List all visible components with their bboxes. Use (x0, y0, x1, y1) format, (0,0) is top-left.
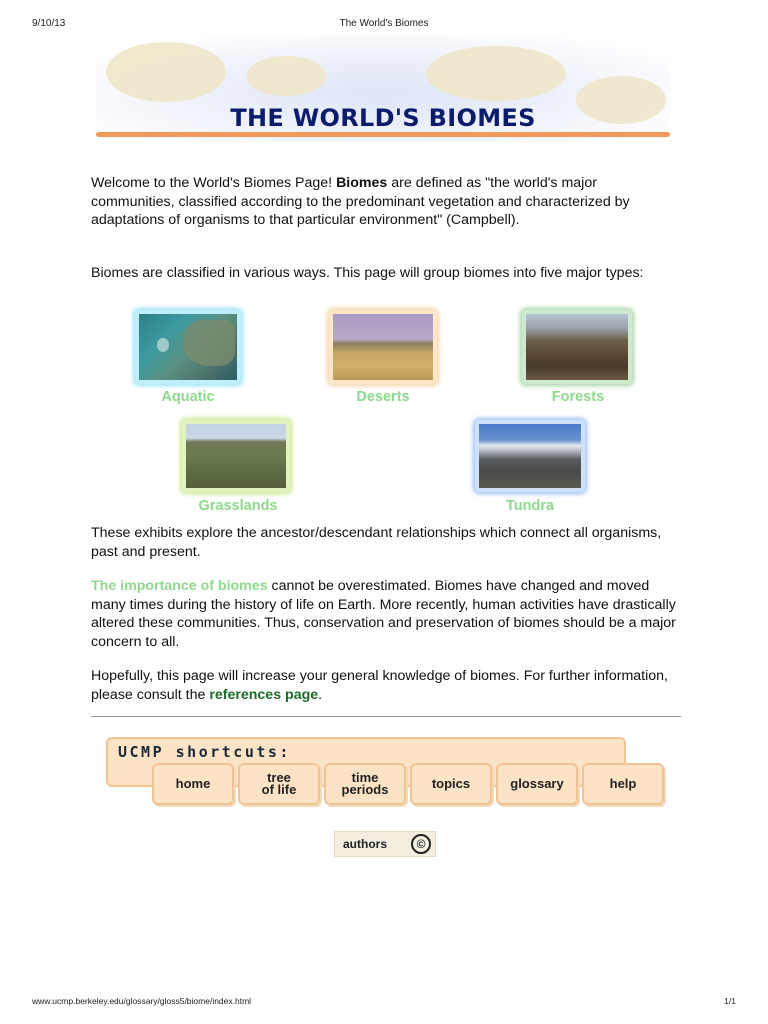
print-title: The World's Biomes (339, 18, 429, 29)
shortcuts-title: UCMP shortcuts: (118, 743, 291, 761)
page-number: 1/1 (724, 996, 736, 1006)
aquatic-thumbnail[interactable] (135, 310, 241, 384)
globe-landmass (426, 46, 566, 101)
page-url: www.ucmp.berkeley.edu/glossary/gloss5/biome/index.html (32, 996, 252, 1006)
classification-paragraph (91, 264, 681, 283)
exhibits-paragraph (91, 524, 681, 561)
biome-link-forests[interactable]: Forests (551, 389, 605, 405)
importance-of-biomes-link[interactable]: The importance of biomes (91, 578, 268, 594)
tree-of-life-button[interactable]: tree of life (238, 763, 320, 805)
help-button[interactable]: help (582, 763, 664, 805)
references-period: . (318, 686, 323, 703)
tundra-thumbnail[interactable] (475, 420, 585, 492)
biome-link-deserts[interactable]: Deserts (356, 389, 410, 405)
globe-landmass (246, 56, 326, 96)
importance-paragraph (91, 577, 681, 651)
print-date: 9/10/13 (32, 18, 66, 29)
topics-button[interactable]: topics (410, 763, 492, 805)
print-header (32, 18, 736, 32)
references-page-link[interactable]: references page (209, 686, 319, 703)
page-banner (96, 36, 670, 142)
glossary-button[interactable]: glossary (496, 763, 578, 805)
divider (91, 716, 681, 717)
intro-definition: are defined as "the world's major communities, classified according to the predominant vegetation and characterized by adaptations of organisms to that particular environment" (Campbell). (91, 175, 630, 228)
biome-link-tundra[interactable]: Tundra (505, 498, 555, 514)
globe-landmass (106, 42, 226, 102)
home-button[interactable]: home (152, 763, 234, 805)
print-footer (32, 996, 736, 1010)
classification-text: Biomes are classified in various ways. This page will group biomes into five major types: (91, 265, 644, 281)
deserts-thumbnail[interactable] (329, 310, 437, 384)
page-title: THE WORLD'S BIOMES (230, 104, 536, 132)
biomes-term: Biomes (336, 175, 388, 191)
authors-label: authors (343, 837, 388, 851)
ucmp-shortcuts-bar (106, 737, 662, 807)
importance-text: cannot be overestimated. Biomes have changed and moved many times during the history of life on Earth. More recently, human activities have drastically altered these communities. Thus, conservation and preservation of biomes should be a major concern to all. (91, 578, 676, 650)
time-periods-button[interactable]: time periods (324, 763, 406, 805)
forests-thumbnail[interactable] (522, 310, 632, 384)
intro-paragraph (91, 174, 681, 230)
biome-link-aquatic[interactable]: Aquatic (161, 389, 215, 405)
exhibits-text: These exhibits explore the ancestor/descendant relationships which connect all organisms, past and present. (91, 525, 662, 560)
grasslands-thumbnail[interactable] (182, 420, 290, 492)
authors-button[interactable] (334, 831, 436, 857)
biome-link-grasslands[interactable]: Grasslands (198, 498, 278, 514)
banner-rule (96, 132, 670, 137)
intro-text: Welcome to the World's Biomes Page! (91, 175, 337, 191)
references-text: Hopefully, this page will increase your general knowledge of biomes. For further information, please consult the (91, 668, 668, 703)
references-paragraph (91, 667, 681, 704)
copyright-icon: © (411, 834, 431, 854)
